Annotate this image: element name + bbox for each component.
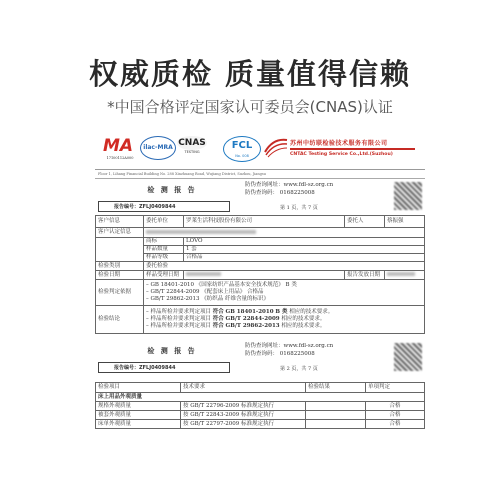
page-number: 第 1 页，共 7 页 — [280, 205, 318, 211]
report-header-box — [95, 340, 425, 376]
qr-code — [394, 343, 422, 371]
test-results-table — [95, 382, 425, 429]
company-address: Floor 1, Lihang Financial Building No. 288 Xinzhuang Road, Wujiang District, Suzhou, Jiangsu — [95, 170, 425, 179]
conclusion-line: – 样品所检并要求判定项目 符合 GB 18401-2010 B 类 相应的技术要求。 — [146, 309, 334, 315]
test-report-page-1 — [95, 128, 425, 343]
redacted-text — [387, 272, 415, 276]
conclusion-line: – 样品所检并要求判定项目 符合 GB/T 22844-2009 相应的技术要求。 — [146, 316, 326, 322]
table-row: 商标 LOVO — [96, 238, 425, 246]
table-row: 规格外观质量 按 GB/T 22796-2009 标准规定执行 合格 — [96, 402, 425, 411]
conclusion-line: – 样品所检并要求判定项目 符合 GB/T 29862-2013 相应的技术要求。 — [146, 323, 326, 329]
table-row: 床单外观质量 按 GB/T 22797-2009 标准规定执行 合格 — [96, 420, 425, 429]
table-row: 被套外观质量 按 GB/T 22843-2009 标准规定执行 合格 — [96, 411, 425, 420]
report-header-box — [95, 179, 425, 215]
table-section-row: 床上用品外观质量 — [96, 393, 425, 402]
page-subtitle: *中国合格评定国家认可委员会(CNAS)认证 — [107, 98, 393, 116]
report-title: 检 测 报 告 — [147, 346, 197, 355]
redacted-text — [146, 230, 256, 234]
ilac-mra-logo: ilac-MRA — [140, 136, 176, 160]
table-row: 样品数量 1 套 — [96, 246, 425, 254]
standard-line: – GB/T 22844-2009 《配套床上用品》 合格品 — [146, 289, 264, 295]
table-row: 检验类别 委托检验 — [96, 262, 425, 271]
table-row: 检验判定依据 – GB 18401-2010 《国家纺织产品基本安全技术规范》 B 类 – GB/T 22844-2009 《配套床上用品》 合格品 – GB/T 29862-2013 《纺织品 纤维含量的标识》 — [96, 280, 425, 306]
cnas-logo: CNAS TESTING — [178, 138, 206, 154]
table-row: 客户认定信息 — [96, 228, 425, 238]
table-row: 客户信息 委托单位 罗莱生活科技股份有限公司 委托人 蔡振强 — [96, 216, 425, 228]
table-row: 检验结论 – 样品所检并要求判定项目 符合 GB 18401-2010 B 类 相应的技术要求。 – 样品所检并要求判定项目 符合 GB/T 22844-2009 相应的技术要求。 – 样品所检并要求判定项目 符合 GB/T 29862-2013 相应的技术要求。 — [96, 306, 425, 334]
table-row: 检验日期 样品受理日期 报告发放日期 — [96, 271, 425, 280]
report-number: 报告编号：ZFLJ0409844 — [98, 201, 230, 212]
test-report-page-2 — [95, 340, 425, 468]
certification-logos — [95, 128, 425, 170]
table-header-row: 检验项目 技术要求 检验结果 单项判定 — [96, 383, 425, 393]
cma-logo: MA 17100112A000 — [103, 136, 134, 160]
standard-line: – GB/T 29862-2013 《纺织品 纤维含量的标识》 — [146, 296, 270, 302]
redacted-text — [186, 272, 221, 276]
cntac-swoosh-icon — [263, 136, 289, 158]
report-info-table — [95, 215, 425, 334]
page-number: 第 2 页，共 7 页 — [280, 366, 318, 372]
fcl-logo: FCL No. 008 — [223, 136, 261, 162]
anti-counterfeit-info: 防伪查询网址：www.fdl-sz.org.cn 防伪查询码： 0168225008 — [245, 182, 334, 196]
testing-company-name: 苏州中纺联检验技术服务有限公司 CNTAC Testing Service Co.,Ltd.(Suzhou) — [290, 138, 425, 157]
report-number: 报告编号：ZFLJ0409844 — [98, 362, 230, 373]
page-title: 权威质检 质量值得信赖 — [88, 57, 412, 91]
anti-counterfeit-info: 防伪查询网址：www.fdl-sz.org.cn 防伪查询码： 0168225008 — [245, 343, 334, 357]
report-title: 检 测 报 告 — [147, 185, 197, 194]
qr-code — [394, 182, 422, 210]
table-row: 样品等级 合格品 — [96, 254, 425, 262]
standard-line: – GB 18401-2010 《国家纺织产品基本安全技术规范》 B 类 — [146, 282, 297, 288]
